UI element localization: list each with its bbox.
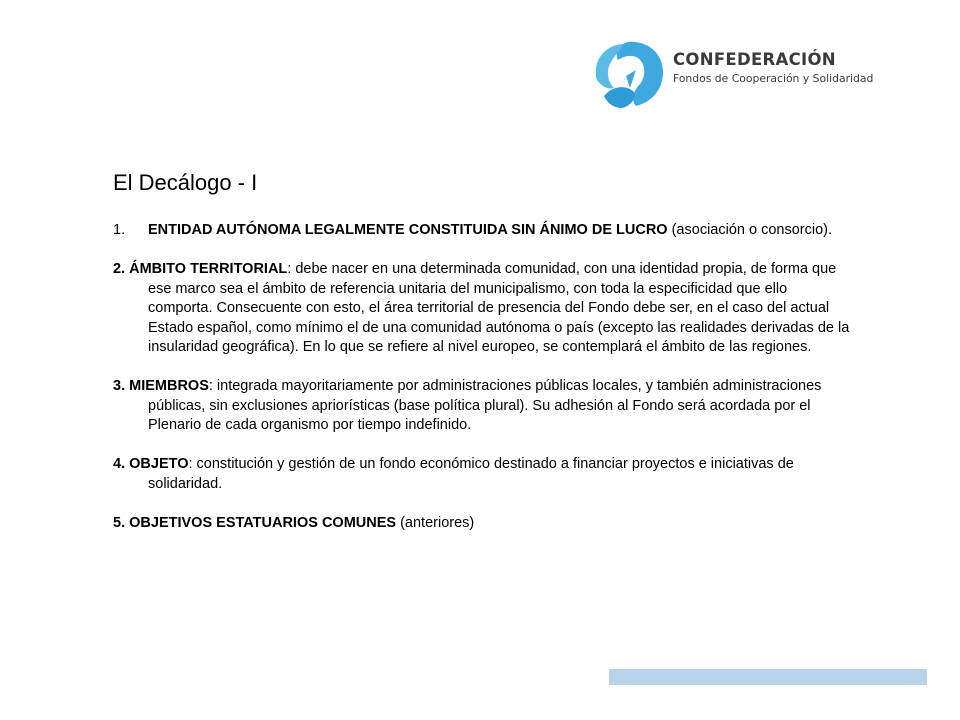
item-number: 3. (113, 378, 126, 394)
list-item (113, 221, 853, 241)
item-text: : constitución y gestión de un fondo económico destinado a financiar proyectos e iniciativas de solidaridad. (148, 456, 794, 492)
item-text: (anteriores) (396, 514, 475, 531)
confederacion-logo-icon (590, 38, 666, 110)
item-heading: ENTIDAD AUTÓNOMA LEGALMENTE CONSTITUIDA SIN ÁNIMO DE LUCRO (148, 222, 668, 238)
logo-name: CONFEDERACIÓN (673, 50, 836, 69)
item-text: : integrada mayoritariamente por administraciones públicas locales, y también administraciones públicas, sin exclusiones apriorísticas (base política plural). Su adhesión al Fondo será acordada por el Plenario de cada organismo por tiempo indefinido. (148, 378, 822, 433)
item-number: 1. (113, 222, 126, 238)
item-heading: MIEMBROS (129, 378, 209, 394)
item-heading: OBJETIVOS ESTATUARIOS COMUNES (129, 514, 397, 531)
item-text: : debe nacer en una determinada comunidad, con una identidad propia, de forma que ese marco sea el ámbito de referencia unitaria del municipalismo, con toda la especificidad que ello comporta. Consecuente con esto, el área territorial de presencia del Fondo debe ser, en el caso del actual Estado español, como mínimo el de una comunidad autónoma o país (excepto las realidades derivadas de la insularidad geográfica). En lo que se refiere al nivel europeo, se contemplará el ámbito de las regiones. (148, 261, 850, 355)
decalogo-list (113, 221, 853, 553)
confederacion-logo (590, 38, 880, 110)
item-heading: OBJETO (129, 456, 189, 472)
item-heading: ÁMBITO TERRITORIAL (129, 261, 288, 277)
item-number: 2. (113, 261, 126, 277)
item-number: 4. (113, 456, 126, 472)
list-item (113, 455, 853, 494)
list-item (113, 260, 853, 358)
footer-bar (609, 669, 927, 685)
logo-subtitle: Fondos de Cooperación y Solidaridad (673, 72, 874, 85)
list-item (113, 514, 853, 534)
item-number: 5. (113, 514, 126, 531)
slide-title: El Decálogo - I (113, 170, 258, 195)
item-text: (asociación o consorcio). (667, 222, 832, 238)
list-item (113, 377, 853, 436)
